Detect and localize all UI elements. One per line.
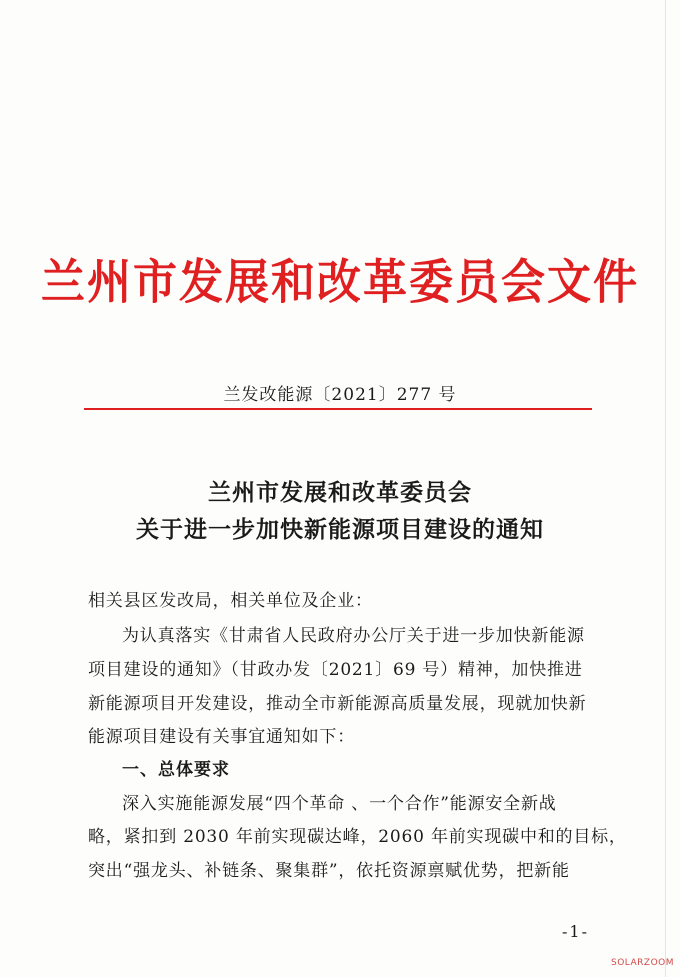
document-number: 兰发改能源〔2021〕277 号 <box>223 385 457 405</box>
intro-line-1: 为认真落实《甘肃省人民政府办公厅关于进一步加快新能源 <box>122 626 585 646</box>
page-number: -1- <box>562 922 589 941</box>
red-divider-line <box>84 408 592 410</box>
section-line-2: 略，紧扣到 2030 年前实现碳达峰，2060 年前实现碳中和的目标， <box>88 827 627 847</box>
intro-line-4: 能源项目建设有关事宜通知如下： <box>88 727 355 747</box>
section-heading: 一、总体要求 <box>122 760 230 780</box>
section-line-3: 突出“强龙头、补链条、聚集群”，依托资源禀赋优势，把新能 <box>88 861 570 881</box>
intro-line-2: 项目建设的通知》（甘政办发〔2021〕69 号）精神，加快推进 <box>88 660 583 680</box>
section-line-1: 深入实施能源发展“四个革命 、一个合作”能源安全新战 <box>122 794 557 814</box>
intro-line-3: 新能源项目开发建设，推动全市新能源高质量发展，现就加快新 <box>88 694 587 714</box>
notice-title-line-1: 兰州市发展和改革委员会 <box>208 479 472 506</box>
notice-title-line-2: 关于进一步加快新能源项目建设的通知 <box>136 516 544 543</box>
watermark-logo: SOLARZOOM <box>611 958 675 968</box>
addressee: 相关县区发改局，相关单位及企业： <box>88 591 373 611</box>
issuer-title: 兰州市发展和改革委员会文件 <box>41 255 639 311</box>
